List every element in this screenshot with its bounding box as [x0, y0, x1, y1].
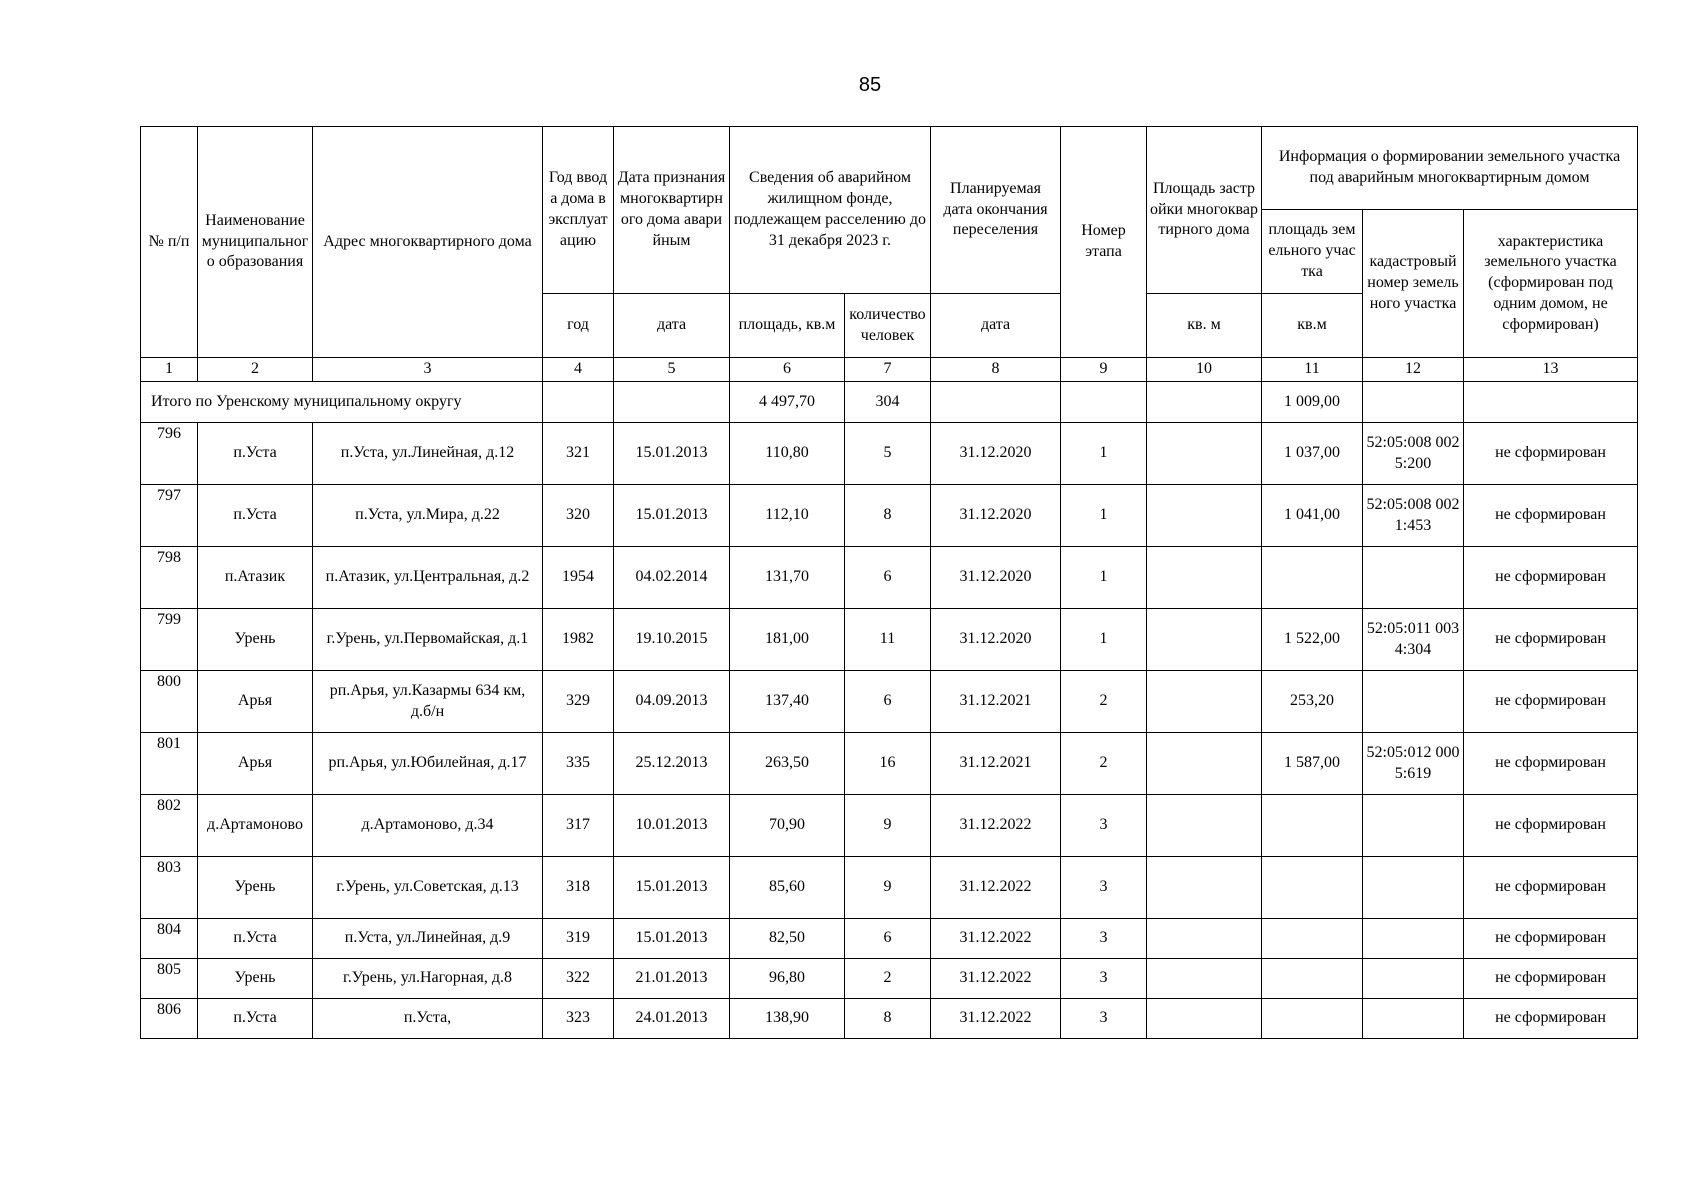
cell-built-area	[1147, 999, 1262, 1039]
cell-land-area: 1 587,00	[1262, 733, 1363, 795]
unit-year: год	[543, 294, 614, 358]
table-row	[141, 671, 1638, 733]
cell-built-area	[1147, 795, 1262, 857]
cell-planned-date: 31.12.2022	[931, 959, 1061, 999]
cell-built-area	[1147, 671, 1262, 733]
cell-built-area	[1147, 485, 1262, 547]
cell-row-num: 803	[141, 857, 198, 919]
cell-year: 322	[543, 959, 614, 999]
cell-land-characteristic: не сформирован	[1464, 547, 1638, 609]
cell-recognition-date: 10.01.2013	[614, 795, 730, 857]
cell-municipality: Арья	[198, 733, 313, 795]
cell-cadastral-number	[1363, 999, 1464, 1039]
table-row	[141, 547, 1638, 609]
cell-row-num: 806	[141, 999, 198, 1039]
cell-land-characteristic: не сформирован	[1464, 485, 1638, 547]
column-number: 7	[845, 358, 931, 382]
cell-municipality: д.Артамоново	[198, 795, 313, 857]
cell-land-area	[1262, 857, 1363, 919]
cell-stage: 3	[1061, 999, 1147, 1039]
cell-planned-date: 31.12.2020	[931, 485, 1061, 547]
cell-recognition-date: 15.01.2013	[614, 857, 730, 919]
cell-area: 70,90	[730, 795, 845, 857]
cell-address: г.Урень, ул.Советская, д.13	[313, 857, 543, 919]
column-number: 11	[1262, 358, 1363, 382]
cell-row-num: 797	[141, 485, 198, 547]
column-number: 2	[198, 358, 313, 382]
cell-stage: 1	[1061, 423, 1147, 485]
cell-municipality: Урень	[198, 959, 313, 999]
cell-row-num: 798	[141, 547, 198, 609]
cell-address: г.Урень, ул.Нагорная, д.8	[313, 959, 543, 999]
cell-recognition-date: 15.01.2013	[614, 919, 730, 959]
column-number: 5	[614, 358, 730, 382]
unit-area: площадь, кв.м	[730, 294, 845, 358]
cell-address: п.Уста, ул.Линейная, д.9	[313, 919, 543, 959]
cell-planned-date: 31.12.2020	[931, 423, 1061, 485]
column-number: 9	[1061, 358, 1147, 382]
cell-municipality: Урень	[198, 609, 313, 671]
header-land-area: площадь земельного участка	[1262, 210, 1363, 294]
cell-address: п.Уста, ул.Мира, д.22	[313, 485, 543, 547]
cell-recognition-date: 24.01.2013	[614, 999, 730, 1039]
header-cadastral: кадастровый номер земельного участка	[1363, 210, 1464, 358]
cell-area: 96,80	[730, 959, 845, 999]
cell-people: 9	[845, 857, 931, 919]
cell-land-area	[1262, 795, 1363, 857]
cell-land-area	[1262, 547, 1363, 609]
cell-land-characteristic: не сформирован	[1464, 671, 1638, 733]
cell-people: 8	[845, 999, 931, 1039]
cell-land-characteristic: не сформирован	[1464, 959, 1638, 999]
cell-cadastral-number	[1363, 857, 1464, 919]
cell-municipality: п.Атазик	[198, 547, 313, 609]
cell-year: 321	[543, 423, 614, 485]
total-label: Итого по Уренскому муниципальному округу	[141, 382, 543, 423]
unit-sqm-2: кв.м	[1262, 294, 1363, 358]
total-land-area: 1 009,00	[1262, 382, 1363, 423]
cell-stage: 2	[1061, 671, 1147, 733]
cell-area: 131,70	[730, 547, 845, 609]
cell-recognition-date: 15.01.2013	[614, 423, 730, 485]
cell-year: 323	[543, 999, 614, 1039]
unit-people: количество человек	[845, 294, 931, 358]
cell-people: 2	[845, 959, 931, 999]
cell-land-characteristic: не сформирован	[1464, 857, 1638, 919]
header-land-char: характеристика земельного участка (сформирован под одним домом, не сформирован)	[1464, 210, 1638, 358]
header-planned-date: Планируемая дата окончания переселения	[931, 127, 1061, 294]
cell-land-characteristic: не сформирован	[1464, 999, 1638, 1039]
table-row	[141, 919, 1638, 959]
cell-row-num: 796	[141, 423, 198, 485]
unit-sqm: кв. м	[1147, 294, 1262, 358]
cell-address: п.Уста, ул.Линейная, д.12	[313, 423, 543, 485]
cell-year: 1954	[543, 547, 614, 609]
column-number: 3	[313, 358, 543, 382]
cell-people: 5	[845, 423, 931, 485]
cell-stage: 3	[1061, 857, 1147, 919]
cell-cadastral-number: 52:05:008 0021:453	[1363, 485, 1464, 547]
cell-people: 16	[845, 733, 931, 795]
cell-address: п.Атазик, ул.Центральная, д.2	[313, 547, 543, 609]
cell-land-characteristic: не сформирован	[1464, 919, 1638, 959]
table-row	[141, 999, 1638, 1039]
cell-planned-date: 31.12.2021	[931, 733, 1061, 795]
column-number: 4	[543, 358, 614, 382]
cell-address: г.Урень, ул.Первомайская, д.1	[313, 609, 543, 671]
cell-address: п.Уста,	[313, 999, 543, 1039]
cell-municipality: п.Уста	[198, 423, 313, 485]
unit-date-2: дата	[931, 294, 1061, 358]
cell-built-area	[1147, 423, 1262, 485]
cell-built-area	[1147, 857, 1262, 919]
total-people: 304	[845, 382, 931, 423]
cell-planned-date: 31.12.2020	[931, 609, 1061, 671]
header-land-info: Информация о формировании земельного участка под аварийным многоквартирным домом	[1262, 127, 1638, 210]
cell-row-num: 804	[141, 919, 198, 959]
cell-area: 263,50	[730, 733, 845, 795]
unit-date: дата	[614, 294, 730, 358]
cell-planned-date: 31.12.2020	[931, 547, 1061, 609]
cell-people: 11	[845, 609, 931, 671]
cell-land-characteristic: не сформирован	[1464, 609, 1638, 671]
cell-area: 181,00	[730, 609, 845, 671]
column-number: 6	[730, 358, 845, 382]
cell-people: 6	[845, 919, 931, 959]
table-row	[141, 609, 1638, 671]
cell-cadastral-number	[1363, 919, 1464, 959]
cell-planned-date: 31.12.2021	[931, 671, 1061, 733]
column-numbers-row	[141, 358, 1638, 382]
cell-built-area	[1147, 733, 1262, 795]
column-number: 10	[1147, 358, 1262, 382]
cell-recognition-date: 04.09.2013	[614, 671, 730, 733]
cell-row-num: 801	[141, 733, 198, 795]
cell-stage: 1	[1061, 547, 1147, 609]
column-number: 12	[1363, 358, 1464, 382]
cell-cadastral-number: 52:05:012 0005:619	[1363, 733, 1464, 795]
header-municipality: Наименование муниципального образования	[198, 127, 313, 358]
cell-municipality: Арья	[198, 671, 313, 733]
cell-year: 335	[543, 733, 614, 795]
cell-municipality: п.Уста	[198, 999, 313, 1039]
header-fund-info: Сведения об аварийном жилищном фонде, подлежащем расселению до 31 декабря 2023 г.	[730, 127, 931, 294]
cell-land-area	[1262, 919, 1363, 959]
table-row	[141, 857, 1638, 919]
cell-year: 318	[543, 857, 614, 919]
header-num: № п/п	[141, 127, 198, 358]
cell-cadastral-number	[1363, 671, 1464, 733]
cell-built-area	[1147, 547, 1262, 609]
cell-land-characteristic: не сформирован	[1464, 423, 1638, 485]
cell-recognition-date: 15.01.2013	[614, 485, 730, 547]
header-stage: Номер этапа	[1061, 127, 1147, 358]
cell-stage: 1	[1061, 609, 1147, 671]
cell-municipality: Урень	[198, 857, 313, 919]
cell-area: 138,90	[730, 999, 845, 1039]
cell-people: 8	[845, 485, 931, 547]
cell-year: 1982	[543, 609, 614, 671]
cell-recognition-date: 19.10.2015	[614, 609, 730, 671]
column-number: 8	[931, 358, 1061, 382]
table-row	[141, 423, 1638, 485]
table-row	[141, 733, 1638, 795]
cell-people: 6	[845, 671, 931, 733]
cell-address: рп.Арья, ул.Юбилейная, д.17	[313, 733, 543, 795]
cell-year: 329	[543, 671, 614, 733]
header-built-area: Площадь застройки многоквартирного дома	[1147, 127, 1262, 294]
cell-land-area	[1262, 999, 1363, 1039]
cell-area: 112,10	[730, 485, 845, 547]
table-row	[141, 959, 1638, 999]
cell-stage: 3	[1061, 959, 1147, 999]
cell-land-area: 253,20	[1262, 671, 1363, 733]
cell-row-num: 800	[141, 671, 198, 733]
cell-address: д.Артамоново, д.34	[313, 795, 543, 857]
cell-planned-date: 31.12.2022	[931, 857, 1061, 919]
cell-stage: 2	[1061, 733, 1147, 795]
cell-year: 319	[543, 919, 614, 959]
cell-cadastral-number	[1363, 547, 1464, 609]
cell-area: 110,80	[730, 423, 845, 485]
cell-year: 320	[543, 485, 614, 547]
cell-land-characteristic: не сформирован	[1464, 733, 1638, 795]
cell-cadastral-number	[1363, 795, 1464, 857]
cell-municipality: п.Уста	[198, 485, 313, 547]
cell-stage: 3	[1061, 919, 1147, 959]
total-row	[141, 382, 1638, 423]
cell-built-area	[1147, 919, 1262, 959]
total-area: 4 497,70	[730, 382, 845, 423]
cell-land-characteristic: не сформирован	[1464, 795, 1638, 857]
cell-row-num: 802	[141, 795, 198, 857]
cell-planned-date: 31.12.2022	[931, 919, 1061, 959]
cell-land-area	[1262, 959, 1363, 999]
cell-recognition-date: 04.02.2014	[614, 547, 730, 609]
cell-cadastral-number: 52:05:008 0025:200	[1363, 423, 1464, 485]
cell-planned-date: 31.12.2022	[931, 999, 1061, 1039]
cell-cadastral-number	[1363, 959, 1464, 999]
cell-land-area: 1 041,00	[1262, 485, 1363, 547]
cell-recognition-date: 25.12.2013	[614, 733, 730, 795]
cell-municipality: п.Уста	[198, 919, 313, 959]
cell-row-num: 805	[141, 959, 198, 999]
cell-people: 6	[845, 547, 931, 609]
cell-area: 82,50	[730, 919, 845, 959]
table-row	[141, 485, 1638, 547]
cell-year: 317	[543, 795, 614, 857]
header-year: Год ввода дома в эксплуатацию	[543, 127, 614, 294]
cell-land-area: 1 522,00	[1262, 609, 1363, 671]
table-row	[141, 795, 1638, 857]
cell-built-area	[1147, 959, 1262, 999]
cell-recognition-date: 21.01.2013	[614, 959, 730, 999]
cell-land-area: 1 037,00	[1262, 423, 1363, 485]
page-number: 85	[858, 74, 882, 96]
cell-stage: 1	[1061, 485, 1147, 547]
cell-built-area	[1147, 609, 1262, 671]
header-date-recognition: Дата признания многоквартирного дома аварийным	[614, 127, 730, 294]
cell-planned-date: 31.12.2022	[931, 795, 1061, 857]
column-number: 1	[141, 358, 198, 382]
resettlement-table	[140, 126, 1638, 1039]
column-number: 13	[1464, 358, 1638, 382]
cell-row-num: 799	[141, 609, 198, 671]
cell-area: 137,40	[730, 671, 845, 733]
cell-area: 85,60	[730, 857, 845, 919]
header-address: Адрес многоквартирного дома	[313, 127, 543, 358]
cell-address: рп.Арья, ул.Казармы 634 км, д.б/н	[313, 671, 543, 733]
cell-people: 9	[845, 795, 931, 857]
cell-cadastral-number: 52:05:011 0034:304	[1363, 609, 1464, 671]
cell-stage: 3	[1061, 795, 1147, 857]
